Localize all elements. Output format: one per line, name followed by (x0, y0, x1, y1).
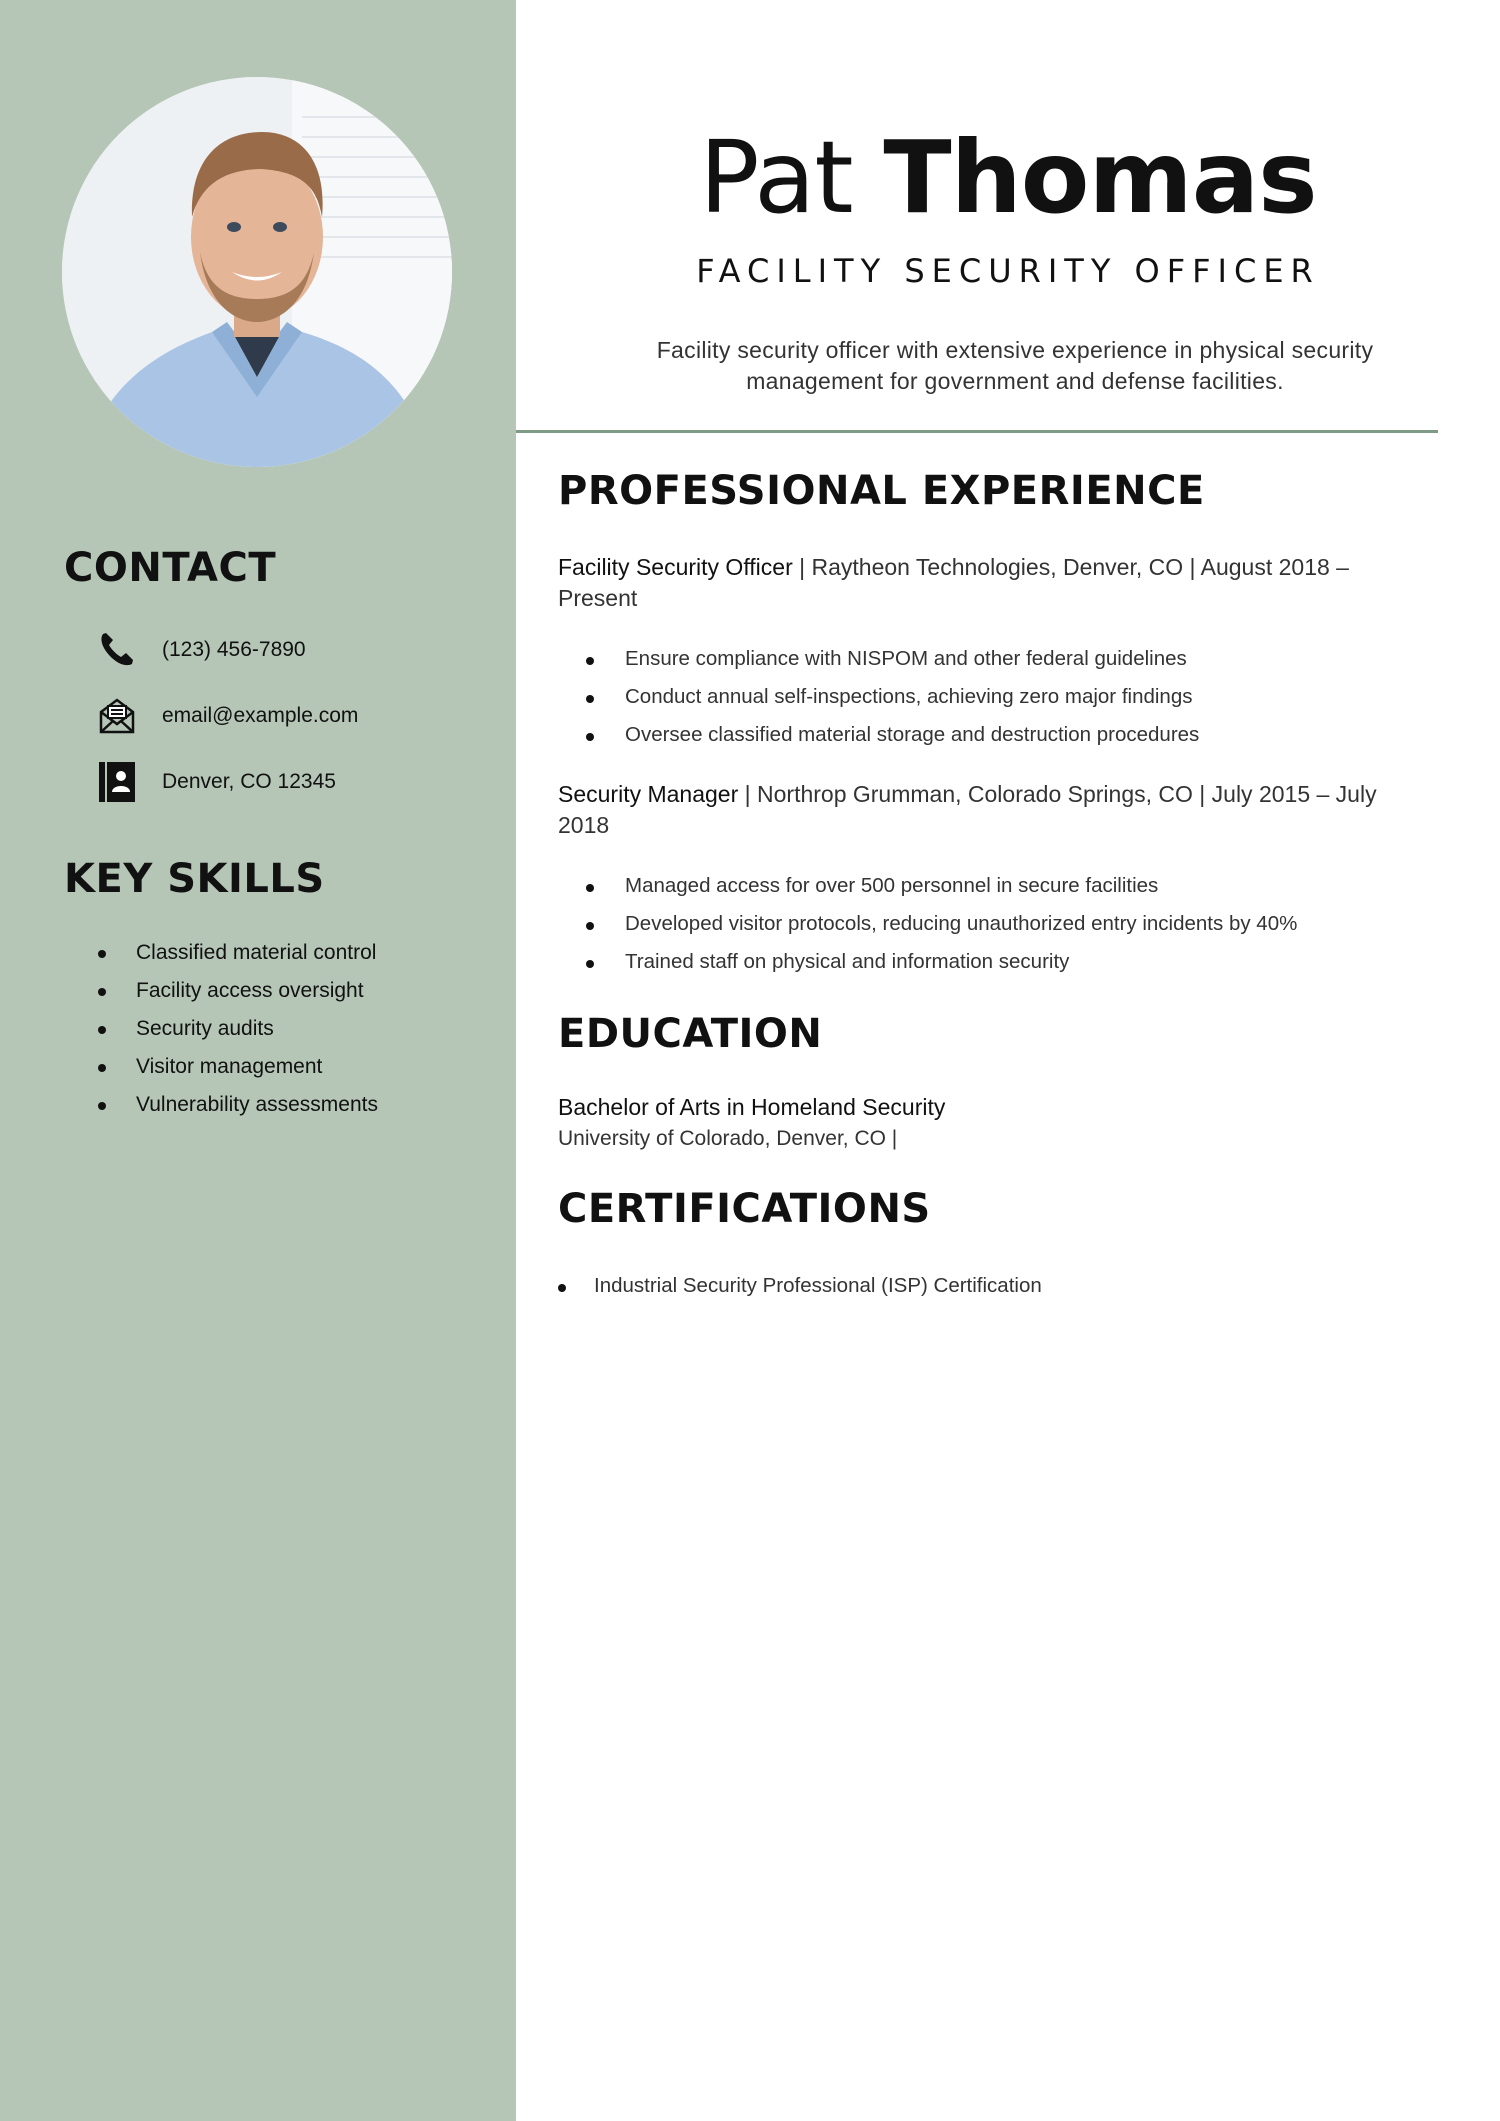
skill-item: Classified material control (96, 934, 378, 972)
education-heading: EDUCATION (558, 1011, 823, 1057)
job-bullets (584, 867, 1297, 981)
skill-item: Security audits (96, 1010, 378, 1048)
envelope-icon (96, 695, 138, 737)
address-text: Denver, CO 12345 (162, 770, 336, 793)
certification-item: Industrial Security Professional (ISP) Certification (556, 1267, 1042, 1305)
sidebar (0, 0, 516, 2121)
skills-list (96, 934, 378, 1124)
skill-item: Visitor management (96, 1048, 378, 1086)
last-name: Thomas (883, 119, 1317, 236)
job-role: Facility Security Officer (558, 554, 793, 580)
job-bullet: Conduct annual self-inspections, achieving zero major findings (584, 678, 1199, 716)
experience-heading: PROFESSIONAL EXPERIENCE (558, 468, 1205, 514)
job-header (558, 779, 1398, 841)
job-bullet: Ensure compliance with NISPOM and other federal guidelines (584, 640, 1199, 678)
certifications-heading: CERTIFICATIONS (558, 1186, 931, 1232)
certifications-list (556, 1267, 1042, 1305)
job-bullet: Developed visitor protocols, reducing unauthorized entry incidents by 40% (584, 905, 1297, 943)
contact-email (96, 692, 358, 740)
contact-address (96, 758, 336, 806)
job-details: | Raytheon Technologies, Denver, CO | August 2018 – Present (558, 554, 1349, 611)
job-bullet: Managed access for over 500 personnel in secure facilities (584, 867, 1297, 905)
summary: Facility security officer with extensive experience in physical security management for government and defense facilities. (656, 337, 1374, 394)
profile-photo (62, 77, 452, 467)
job-bullet: Trained staff on physical and information security (584, 943, 1297, 981)
job-details: | Northrop Grumman, Colorado Springs, CO | July 2015 – July 2018 (558, 781, 1377, 838)
skill-item: Facility access oversight (96, 972, 378, 1010)
contact-phone (96, 626, 306, 674)
address-book-icon (96, 761, 138, 803)
key-skills-heading: KEY SKILLS (64, 856, 325, 902)
job-header (558, 552, 1398, 614)
contact-heading: CONTACT (64, 545, 277, 591)
phone-text: (123) 456-7890 (162, 638, 306, 661)
school: University of Colorado, Denver, CO | (558, 1127, 898, 1150)
job-bullet: Oversee classified material storage and destruction procedures (584, 716, 1199, 754)
header-divider (516, 430, 1438, 433)
email-text: email@example.com (162, 704, 359, 727)
job-role: Security Manager (558, 781, 739, 807)
phone-icon (96, 629, 138, 671)
degree: Bachelor of Arts in Homeland Security (558, 1094, 946, 1120)
profile-photo-image (62, 77, 452, 467)
job-bullets (584, 640, 1199, 754)
skill-item: Vulnerability assessments (96, 1086, 378, 1124)
candidate-name (516, 118, 1500, 238)
first-name: Pat (699, 119, 853, 236)
job-title: FACILITY SECURITY OFFICER (696, 252, 1320, 290)
